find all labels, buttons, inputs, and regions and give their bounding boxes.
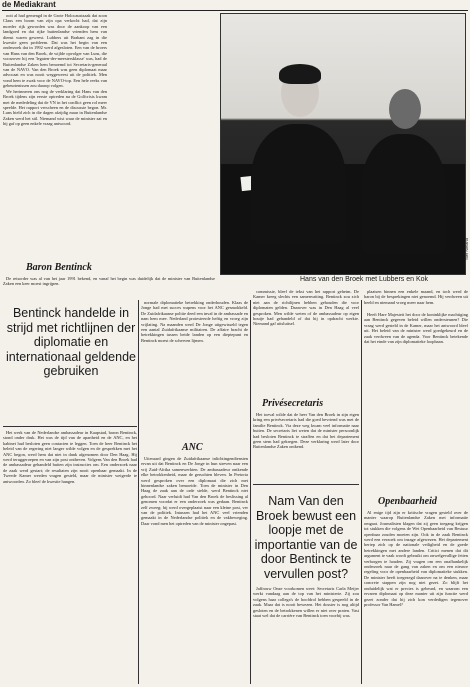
column-2-top-text: normale diplomatieke betrekking onderhouden. Klaas de Jonge had met succes wapens voor het ANC gesmokkeld. De Zuidafrikaanse politie deed een inval in de ambassade en nam hem mee. Nederland protesteerde heftig en vroeg zijn vrijlating. Na maanden werd De Jonge uitgewisseld tegen een aantal Zuidafrikaanse militairen. De affaire bracht de betrekkingen tussen beide landen op een dieptepunt en Bentinck moest de scherven lijmen.	[141, 300, 248, 343]
column-3-prive-text: Het toeval wilde dat de heer Van den Broek in zijn eigen kring een privésecretaris had die goed bevriend was met de familie Bentinck. Via deze weg kwam veel informatie naar buiten. De secretaris liet weten dat de minister persoonlijk had besloten Bentinck te straffen en dat het departement geen stem had gekregen. Deze verklaring werd later door Buitenlandse Zaken ontkend.	[253, 412, 359, 450]
column-1-top-text: ooit al had gemengd in de Grote Holocaustzaak dat zoon Claus een boom van zijn opa verkocht had, dat zijn moeder rijk geworden was door de aankoop van een landgoed en dat rijke buitenlandse vrienden hem van dienst waren geweest. Lubbers uit Brabant zag in die kwestie geen probleem. Dat was het begin van een onderzoek dat in 1992 werd afgesloten. Een van de broers van Hans van den Broek, de wijlde opvolger van Luns, die voorzover hij een 'legaten-der-meestersklasse' was, had de Buitenlandse Zaken hem benoemd tot Secretaris-generaal van de NAVO. Van den Broek was geen diplomaat maar advocaat en was nooit weggeweest uit de politiek. Men vond hem te zwak voor de NAVO-top. Een hele reeks van gebeurtenissen zou daarop volgen.	[3, 13, 107, 89]
column-1-top	[3, 13, 107, 255]
column-4-open-text: Al enige tijd zijn er kritische vragen gesteld over de manier waarop Buitenlandse Zaken met informatie omgaat. Journalisten klagen dat zij geen toegang krijgen tot stukken die volgens de Wet Openbaarheid van Bestuur openbaar zouden moeten zijn. Ook in de zaak Bentinck werd een verzoek om inzage afgewezen. Het departement beriep zich op de nationale veiligheid en de goede betrekkingen met andere landen. Critici menen dat dit argument te vaak wordt gebruikt om onwelgevallige feiten verborgen te houden. Zij vragen om een onafhankelijk onderzoek naar de gang van zaken en om een nieuwe regeling voor de openbaarheid van diplomatieke stukken. De minister heeft toegezegd daarover na te denken, maar concrete stappen zijn nog niet gezet. Zo blijft het onduidelijk wat er precies is gebeurd, en waarom een ervaren diplomaat op deze manier uit zijn functie werd gezet zonder dat hij zich kon verdedigen tegenover professor Van Hamel?	[364, 510, 468, 607]
column-3-prive	[253, 412, 359, 482]
quote-1-rule-bottom	[3, 426, 137, 427]
column-4-mid	[364, 312, 468, 492]
column-1-baron-text: De reisorder was al van het jaar 1991 bekend, en vanaf het begin was duidelijk dat de minister van Buitenlandse Zaken een keer moest ingrijpen.	[3, 276, 215, 287]
column-2-top	[141, 300, 248, 440]
column-2-anc-text: Uiteraard gingen de Zuidafrikaanse inlichtingendiensten ervan uit dat Bentinck en De Jonge in hun streven naar een vrij Zuid-Afrika samenwerkten. De ambassadeur ontkende elke betrokkenheid, maar de geruchten bleven. In Pretoria werd gesproken over een diplomaat die zich met binnenlandse zaken bemoeide. Toen de minister in Den Haag de zaak aan de orde stelde, werd Bentinck niet gehoord. Naar verluidt had Van den Broek de beslissing al genomen voordat er een onderzoek was gedaan. Bentinck zelf zweeg; hij werd overgeplaatst naar een kleine post, ver van de politiek. Intussen had het ANC veel vrienden gemaakt in de Nederlandse politiek en de vakbeweging. Daar vond men het optreden van de minister ongepast.	[141, 456, 248, 526]
column-rule-2	[250, 300, 251, 684]
column-3-bottom-text: Jaffrouw Onze voorkomen weet: Secretaris Carla Meijer werkt vandaag aan de top van het ministerie. Zij zou volgens haar collega's de hoofdrol hebben gespeeld in de zaak. Maar dat is nooit bewezen. Het dossier is nog altijd gesloten en de betrokkenen willen er niet over praten. Vast staat wel dat de carrière van Bentinck toen voorbij was.	[253, 586, 359, 619]
subhead-openbaarheid: Openbaarheid	[378, 496, 437, 507]
photo-person-left	[251, 124, 346, 244]
column-3-bottom	[253, 586, 359, 682]
column-rule-1	[138, 300, 139, 684]
column-2-anc	[141, 456, 248, 682]
column-1-bottom-text: Het werk van de Nederlandse ambassadeur in Kaapstad, baron Bentinck, stond onder druk. Het was de tijd van de apartheid en de ANC, en het kabinet had besloten geen contacten te leggen. Toen de heer Bentinck het beleid van de regering niet langer wilde volgen en de gesprekken met het ANC begon, werd hem dat niet in dank afgenomen door Den Haag. Hij werd teruggeroepen en van zijn post ontheven. Volgens Van den Broek had de ambassadeur gehandeld buiten zijn instructies om. Een onderzoek naar de zaak werd gestart; de resultaten zijn nooit openbaar gemaakt. In de Tweede Kamer werden vragen gesteld, maar de minister weigerde te antwoorden. Zo bleef de kwestie hangen.	[3, 430, 137, 484]
subhead-prive: Privésecretaris	[262, 398, 324, 409]
column-3-top	[253, 289, 359, 399]
pull-quote-2: Nam Van den Broek bewust een loopje met de importantie van de door Bentinck te vervullen post?	[254, 494, 358, 581]
column-4-top	[364, 289, 468, 311]
column-4-mid-text: Heeft Hare Majesteit het door de koninklijke machtiging aan Bentinck gegeven beleid willen ondersteunen? Die vraag werd gesteld in de Kamer, maar het antwoord bleef uit. Het beleid van de minister werd goedgekeurd en de zaak verdween van de agenda. Voor Bentinck betekende dat het einde van zijn diplomatieke loopbaan.	[364, 312, 468, 345]
column-rule-3	[361, 300, 362, 684]
column-3-top-text: commissie, bleef de tekst van het rapport geheim. De Kamer kreeg slechts een samenvatting. Bentinck zou zich niet aan de richtlijnen hebben gehouden die voor diplomaten gelden. Daarover was in Den Haag al veel gesproken. Men wilde weten of de ambassadeur op eigen houtje had gehandeld of dat hij in opdracht werkte. Niemand gaf uitsluitsel.	[253, 289, 359, 327]
photo-cabinet-meeting	[220, 13, 466, 275]
subhead-anc: ANC	[182, 442, 203, 453]
column-4-top-text: plaatsen binnen een enkele maand, en toch werd de baron bij de besprekingen niet genoemd. Hij verdween uit beeld en niemand vroeg meer naar hem.	[364, 289, 468, 305]
photo-person-right	[361, 134, 446, 254]
column-1-bottom	[3, 430, 137, 682]
photo-hair-left	[279, 64, 321, 84]
column-4-open	[364, 510, 468, 682]
pull-quote-1: Bentinck handelde in strijd met richtlijnen der diplomatie en internationaal geldende gebruiken	[6, 306, 136, 378]
photo-caption: Hans van den Broek met Lubbers en Kok	[300, 276, 429, 283]
column-1-mid-text: We herinneren ons nog de verklaring dat Hans van den Broek tijdens zijn eerste optreden na de Golfcrisis kwam met de mededeling dat de VN in het conflict geen rol meer speelde. Het rapport verscheen en de discussie begon. Mr. Luns hield zich in die dagen afzijdig maar in Buitenlandse Zaken werd het stil. Niemand wist waar de minister zat en hij gaf op geen enkele vraag antwoord.	[3, 88, 107, 127]
masthead: de Mediakrant	[2, 0, 468, 11]
photo-head-right	[389, 89, 421, 129]
subhead-baron: Baron Bentinck	[26, 262, 92, 273]
quote-2-rule-top	[253, 484, 359, 485]
photo-credit: Stef Nieland	[464, 238, 469, 260]
column-1-baron	[3, 276, 215, 298]
